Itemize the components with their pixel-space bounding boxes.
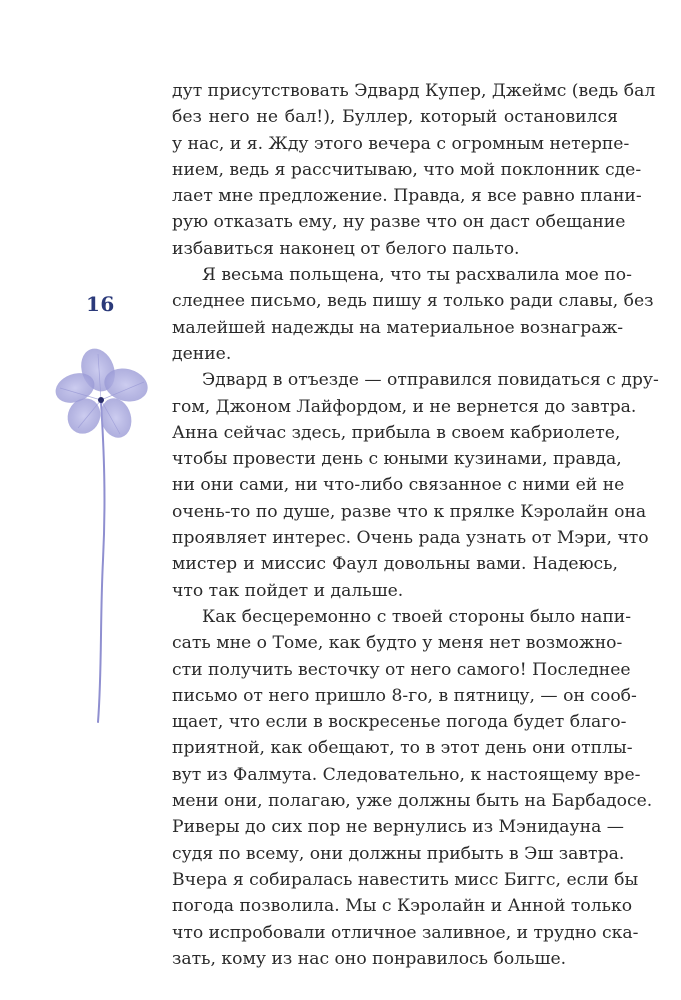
- text-line: что испробовали отличное заливное, и трудно ска-: [172, 922, 639, 943]
- text-line: проявляет интерес. Очень рада узнать от Мэри, что: [172, 528, 649, 549]
- text-line: письмо от него пришло 8-го, в пятницу, — он сооб-: [172, 685, 637, 706]
- text-line: дение.: [172, 343, 232, 364]
- text-line: Анна сейчас здесь, прибыла в своем кабриолете,: [172, 422, 621, 443]
- text-line: у нас, и я. Жду этого вечера с огромным нетерпе-: [172, 133, 630, 154]
- text-line: малейшей надежды на материальное вознаграж-: [172, 317, 624, 338]
- text-line: Я весьма польщена, что ты расхвалила мое по-: [202, 265, 632, 286]
- text-line: мистер и миссис Фаул довольны вами. Надеюсь,: [172, 554, 618, 575]
- text-line: ни они сами, ни что-либо связанное с ними ей не: [172, 475, 625, 496]
- text-line: гом, Джоном Лайфордом, и не вернется до завтра.: [172, 396, 637, 417]
- text-line: Риверы до сих пор не вернулись из Мэнидауна —: [172, 817, 624, 838]
- text-line: лает мне предложение. Правда, я все равно плани-: [172, 186, 642, 207]
- text-line: без него не бал!), Буллер, который остановился: [172, 107, 618, 128]
- text-line: Как бесцеремонно с твоей стороны было напи-: [202, 606, 632, 627]
- text-line: щает, что если в воскресенье погода будет благо-: [172, 712, 627, 733]
- text-line: мени они, полагаю, уже должны быть на Барбадосе.: [172, 791, 653, 812]
- text-line: зать, кому из нас оно понравилось больше.: [172, 948, 567, 969]
- text-line: что так пойдет и дальше.: [172, 580, 404, 601]
- text-line: чтобы провести день с юными кузинами, правда,: [172, 449, 622, 470]
- text-line: вут из Фалмута. Следовательно, к настоящему вре-: [172, 764, 641, 785]
- text-line: дут присутствовать Эдвард Купер, Джеймс (ведь бал: [172, 81, 656, 101]
- text-line: приятной, как обещают, то в этот день они отплы-: [172, 738, 633, 759]
- text-line: Вчера я собиралась навестить мисс Биггс, если бы: [172, 869, 639, 890]
- text-line: сать мне о Томе, как будто у меня нет возможно-: [172, 633, 623, 654]
- text-line: следнее письмо, ведь пишу я только ради славы, без: [172, 291, 654, 312]
- text-line: погода позволила. Мы с Кэролайн и Анной только: [172, 896, 633, 917]
- flower-illustration: [40, 330, 170, 730]
- flower-center: [98, 397, 104, 403]
- body-text: [172, 78, 659, 972]
- page-number: 16: [86, 292, 115, 316]
- text-line: рую отказать ему, ну разве что он даст обещание: [172, 212, 626, 233]
- flower-stem: [98, 402, 104, 722]
- text-line: судя по всему, они должны прибыть в Эш завтра.: [172, 843, 625, 864]
- text-line: нием, ведь я рассчитываю, что мой поклонник сде-: [172, 159, 642, 180]
- text-line: сти получить весточку от него самого! Последнее: [172, 659, 631, 680]
- text-line: Эдвард в отъезде — отправился повидаться с дру-: [202, 370, 659, 391]
- text-line: очень-то по душе, разве что к прялке Кэролайн она: [172, 501, 647, 522]
- text-line: избавиться наконец от белого пальто.: [172, 238, 520, 259]
